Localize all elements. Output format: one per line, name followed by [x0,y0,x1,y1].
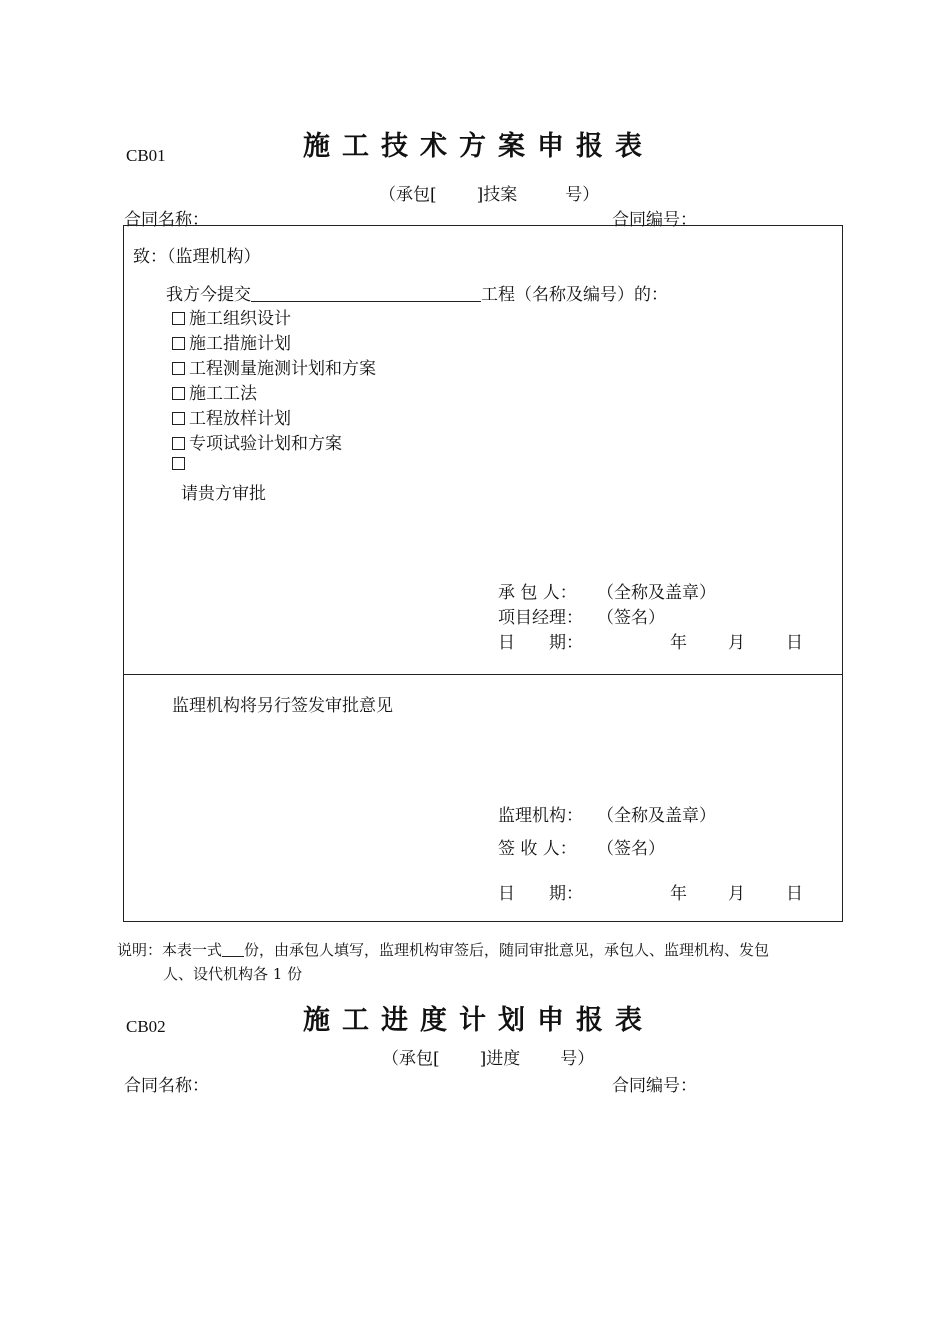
form-subtitle [379,180,599,205]
pm-value: （签名） [597,608,665,628]
option-label: 施工组织设计 [189,309,291,329]
option-6[interactable] [172,429,342,454]
subtitle-mid: ]进度 [479,1049,521,1069]
subtitle-mid: ]技案 [476,185,518,205]
date-year: 年 [670,633,687,653]
note-prefix: 说明：本表一式 [117,941,223,959]
option-label: 工程放样计划 [189,409,291,429]
pm-label: 项目经理： [498,608,583,628]
checkbox-icon[interactable] [172,337,185,350]
checkbox-icon[interactable] [172,362,185,375]
date-month-2: 月 [728,884,745,904]
submit-line [166,280,668,305]
contractor-label: 承 包 人： [498,583,577,603]
note-line-2: 人、设代机构各 1 份 [163,965,303,983]
note-line-1 [117,939,769,960]
contract-no-label: 合同编号： [612,210,697,230]
receiver-label: 签 收 人： [498,839,577,859]
subtitle-right: 号） [565,185,600,205]
contractor-value: （全称及盖章） [597,583,716,603]
supervisor-label: 监理机构： [498,806,583,826]
option-label: 专项试验计划和方案 [189,434,342,454]
option-1[interactable] [172,304,291,329]
option-4[interactable] [172,379,257,404]
request-text: 请贵方审批 [181,484,266,504]
date-label: 日 期： [498,633,583,653]
copies-blank[interactable] [222,942,244,957]
form2-code: CB02 [126,1017,166,1036]
date-day: 日 [786,633,803,653]
option-3[interactable] [172,354,376,379]
checkbox-icon[interactable] [172,412,185,425]
contract-name-label: 合同名称： [124,210,209,230]
form-title: 施工技术方案申报表 [303,131,654,162]
option-5[interactable] [172,404,291,429]
project-name-blank[interactable] [251,285,481,302]
option-2[interactable] [172,329,291,354]
subtitle-right: 号） [560,1049,595,1069]
checkbox-icon[interactable] [172,387,185,400]
form2-subtitle [382,1044,594,1069]
checkbox-icon[interactable] [172,457,185,470]
form2-contract-no-label: 合同编号： [612,1076,697,1096]
submit-suffix: 工程（名称及编号）的： [481,285,668,305]
supervisor-value: （全称及盖章） [597,806,716,826]
form2-contract-name-label: 合同名称： [124,1076,209,1096]
submit-prefix: 我方今提交 [166,285,251,305]
option-label: 施工措施计划 [189,334,291,354]
checkbox-icon[interactable] [172,437,185,450]
option-label: 施工工法 [189,384,257,404]
option-7[interactable] [172,454,189,474]
receiver-value: （签名） [597,839,665,859]
checkbox-icon[interactable] [172,312,185,325]
supervisor-note: 监理机构将另行签发审批意见 [172,696,393,716]
form2-title: 施工进度计划申报表 [303,1005,654,1036]
form-code: CB01 [126,146,166,165]
date-label-2: 日 期： [498,884,583,904]
note-rest: 份，由承包人填写，监理机构审签后，随同审批意见，承包人、监理机构、发包 [244,941,770,959]
option-label: 工程测量施测计划和方案 [189,359,376,379]
date-year-2: 年 [670,884,687,904]
date-day-2: 日 [786,884,803,904]
to-label: 致：（监理机构） [133,247,261,267]
date-month: 月 [728,633,745,653]
subtitle-left: （承包[ [382,1049,440,1069]
subtitle-left: （承包[ [379,185,437,205]
